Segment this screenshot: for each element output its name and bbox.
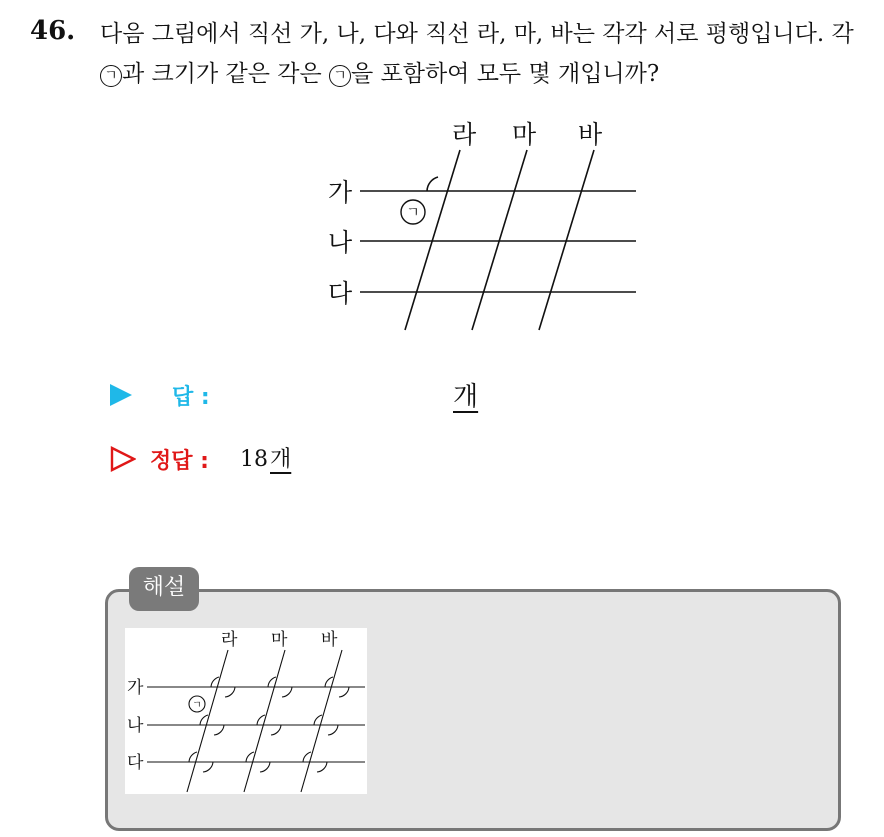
question-number: 46.	[30, 16, 76, 46]
exp-label-ra: 라	[221, 630, 238, 650]
correct-answer-label: 정답 :	[150, 449, 209, 474]
correct-answer-value	[240, 442, 291, 473]
label-ga: 가	[328, 178, 353, 207]
circled-giyeok-symbol: ㄱ	[100, 65, 122, 87]
explanation-figure	[125, 628, 367, 794]
label-ra: 라	[452, 120, 477, 149]
line-ma	[472, 150, 527, 330]
exp-label-da: 다	[127, 753, 144, 773]
question-text-part2: 과 크기가 같은 각은	[122, 61, 329, 87]
circled-giyeok-symbol-2: ㄱ	[329, 65, 351, 87]
correct-answer-unit: 개	[270, 447, 292, 472]
parallel-lines-figure	[320, 110, 650, 340]
explanation-figure-panel	[125, 628, 367, 794]
play-triangle-icon	[110, 384, 132, 406]
label-da: 다	[328, 279, 353, 308]
answer-label: 답 :	[172, 385, 210, 410]
angle-arc-giyeok	[427, 177, 438, 191]
correct-answer-number: 18	[240, 447, 268, 472]
question-text-part3: 을 포함하여 모두 몇 개입니까?	[351, 61, 660, 87]
exp-label-ba: 바	[321, 630, 338, 650]
answer-unit: 개	[453, 382, 479, 412]
outline-triangle-icon	[110, 446, 136, 472]
line-ra	[405, 150, 460, 330]
answer-row	[110, 376, 610, 416]
label-ma: 마	[512, 120, 537, 149]
line-ba	[539, 150, 594, 330]
label-na: 나	[328, 228, 353, 257]
correct-answer-row	[110, 440, 610, 480]
label-ba: 바	[578, 120, 603, 149]
angle-label: ㄱ	[406, 205, 420, 221]
exp-label-ma: 마	[271, 630, 288, 650]
exp-label-ga: 가	[127, 678, 144, 698]
explanation-tab: 해설	[129, 567, 199, 611]
question-text	[100, 14, 870, 94]
question-text-part1: 다음 그림에서 직선 가, 나, 다와 직선 라, 마, 바는 각각 서로 평행입니다. 각	[100, 21, 854, 47]
exp-label-na: 나	[127, 716, 144, 736]
exp-angle-label: ㄱ	[192, 700, 202, 711]
